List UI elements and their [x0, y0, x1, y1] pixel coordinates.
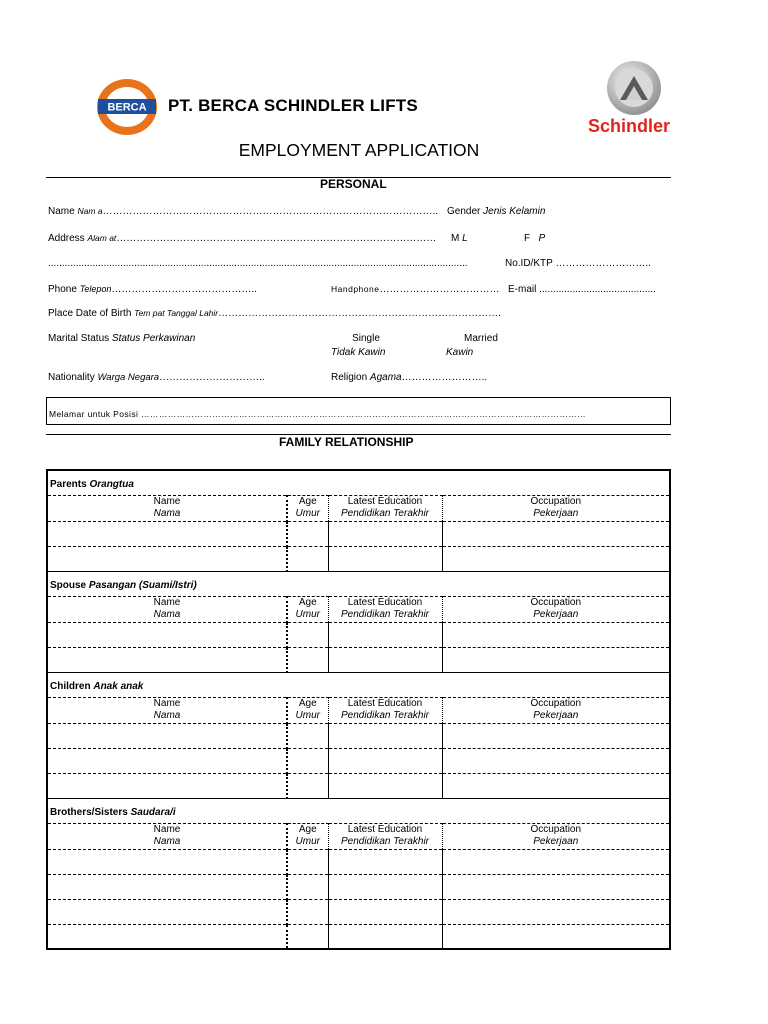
children-label-id: Anak anak [93, 680, 144, 692]
col-education-id: Pendidikan Terakhir [340, 507, 430, 519]
gender-label: Gender [447, 206, 481, 217]
phone-label: Phone [48, 284, 77, 295]
marital-option-married[interactable] [446, 332, 498, 360]
col-age: Age [298, 596, 317, 608]
col-age: Age [298, 823, 317, 835]
schindler-logo-text: Schindler [588, 116, 671, 136]
single-label: Single [352, 333, 380, 344]
children-label: Children [50, 680, 91, 692]
family-table [46, 469, 671, 950]
col-education-id: Pendidikan Terakhir [340, 835, 430, 847]
married-label-id: Kawin [446, 347, 474, 358]
col-name-id: Nama [153, 709, 181, 721]
column-headers [47, 697, 670, 723]
married-label: Married [464, 333, 498, 344]
table-row [47, 748, 670, 773]
company-name: PT. BERCA SCHINDLER LIFTS [168, 96, 418, 115]
marital-label-id: Status Perkawinan [111, 333, 196, 344]
table-row [47, 622, 670, 647]
parents-label-id: Orangtua [89, 479, 134, 490]
col-name-id: Nama [153, 608, 181, 620]
document-title: EMPLOYMENT APPLICATION [238, 140, 480, 160]
gender-label-id: Jenis Kelamin [483, 206, 546, 217]
col-education-id: Pendidikan Terakhir [340, 608, 430, 620]
table-row [47, 521, 670, 546]
gender-p: P [538, 233, 546, 244]
address-label: Address [48, 233, 85, 244]
name-dots: ……………………………………………………………………………………….. [102, 206, 439, 217]
col-education-id: Pendidikan Terakhir [340, 709, 430, 721]
berca-logo [96, 78, 158, 136]
single-label-id: Tidak Kawin [331, 347, 386, 358]
table-row [47, 849, 670, 874]
position-dots: …………………………………………………………………………………………………………………………………… [141, 409, 587, 419]
col-age: Age [298, 495, 317, 507]
religion-dots: …………………….. [401, 372, 488, 383]
name-label-id: Nam a [77, 206, 103, 216]
handphone-label: Handphone [331, 284, 380, 294]
gender-field[interactable] [447, 206, 545, 217]
siblings-label: Brothers/Sisters [50, 806, 128, 818]
col-age-id: Umur [295, 608, 320, 620]
col-occupation: Occupation [530, 495, 582, 507]
religion-field[interactable] [331, 372, 487, 383]
family-section-title: FAMILY RELATIONSHIP [279, 435, 414, 449]
col-name: Name [153, 697, 181, 709]
position-field [49, 409, 586, 419]
col-name-id: Nama [153, 835, 181, 847]
parents-label: Parents [50, 479, 87, 490]
position-box[interactable] [46, 397, 671, 425]
column-headers [47, 823, 670, 849]
gender-l: L [462, 233, 468, 244]
address-line2-dots[interactable]: ....................................................................................................................................................... [48, 258, 468, 269]
col-name-id: Nama [153, 507, 181, 519]
noid-dots: ……………………….. [555, 258, 651, 269]
col-occupation-id: Pekerjaan [533, 507, 579, 519]
col-occupation: Occupation [530, 823, 582, 835]
siblings-label-id: Saudara/i [130, 806, 176, 818]
pob-label-id: Tem pat Tanggal Lahir [134, 308, 219, 318]
email-dots: .......................................... [539, 284, 656, 295]
table-row [47, 546, 670, 571]
handphone-field[interactable] [331, 284, 499, 295]
col-occupation-id: Pekerjaan [533, 608, 579, 620]
group-header-children [47, 672, 670, 697]
col-name: Name [153, 495, 181, 507]
nationality-dots: ………………………….. [159, 372, 265, 383]
table-row [47, 723, 670, 748]
group-header-parents [47, 470, 670, 495]
address-dots: …………………………………………………………………………………… [116, 233, 437, 244]
group-header-siblings [47, 798, 670, 823]
handphone-dots: ……………………………… [379, 284, 500, 295]
phone-label-id: Telepon [79, 284, 112, 294]
position-label: Melamar untuk Posisi [49, 409, 139, 419]
gender-option-female[interactable] [524, 233, 545, 244]
col-occupation-id: Pekerjaan [533, 835, 579, 847]
noid-field[interactable] [505, 258, 651, 269]
phone-field[interactable] [48, 284, 257, 295]
name-field-row[interactable] [48, 206, 438, 217]
marital-option-single[interactable] [331, 332, 401, 360]
personal-section-title: PERSONAL [320, 177, 387, 191]
col-occupation: Occupation [530, 596, 582, 608]
spouse-label: Spouse [50, 579, 87, 591]
spouse-label-id: Pasangan (Suami/Istri) [88, 579, 197, 591]
table-row [47, 874, 670, 899]
col-name: Name [153, 823, 181, 835]
table-row [47, 924, 670, 949]
religion-label-id: Agama [369, 372, 402, 383]
gender-f: F [524, 233, 531, 244]
col-age: Age [298, 697, 317, 709]
nationality-label: Nationality [48, 372, 95, 383]
col-age-id: Umur [295, 709, 320, 721]
column-headers [47, 596, 670, 622]
col-age-id: Umur [295, 507, 320, 519]
noid-label: No.ID/KTP [505, 258, 553, 269]
gender-option-male[interactable] [451, 233, 468, 244]
email-field[interactable] [508, 284, 656, 295]
table-row [47, 899, 670, 924]
col-age-id: Umur [295, 835, 320, 847]
address-field-row[interactable] [48, 233, 436, 244]
phone-dots: …………………………………….. [111, 284, 257, 295]
address-label-id: Alam at [87, 233, 117, 243]
pob-dots: …………………………………………………………………………. [218, 308, 501, 319]
table-row [47, 647, 670, 672]
nationality-label-id: Warga Negara [97, 372, 160, 383]
col-education: Latest Education [347, 495, 423, 507]
col-education: Latest Education [347, 596, 423, 608]
column-headers [47, 495, 670, 521]
col-occupation: Occupation [530, 697, 582, 709]
pob-label: Place Date of Birth [48, 308, 132, 319]
marital-label: Marital Status [48, 333, 110, 344]
birth-field[interactable] [48, 308, 501, 319]
berca-logo-text: BERCA [107, 101, 147, 114]
col-education: Latest Education [347, 697, 423, 709]
name-label: Name [48, 206, 75, 217]
nationality-field[interactable] [48, 372, 265, 383]
email-label: E-mail [508, 284, 537, 295]
table-row [47, 773, 670, 798]
religion-label: Religion [331, 372, 368, 383]
marital-status-label-group [48, 333, 195, 344]
group-header-spouse [47, 571, 670, 596]
col-occupation-id: Pekerjaan [533, 709, 579, 721]
col-education: Latest Education [347, 823, 423, 835]
col-name: Name [153, 596, 181, 608]
gender-m: M [451, 233, 460, 244]
